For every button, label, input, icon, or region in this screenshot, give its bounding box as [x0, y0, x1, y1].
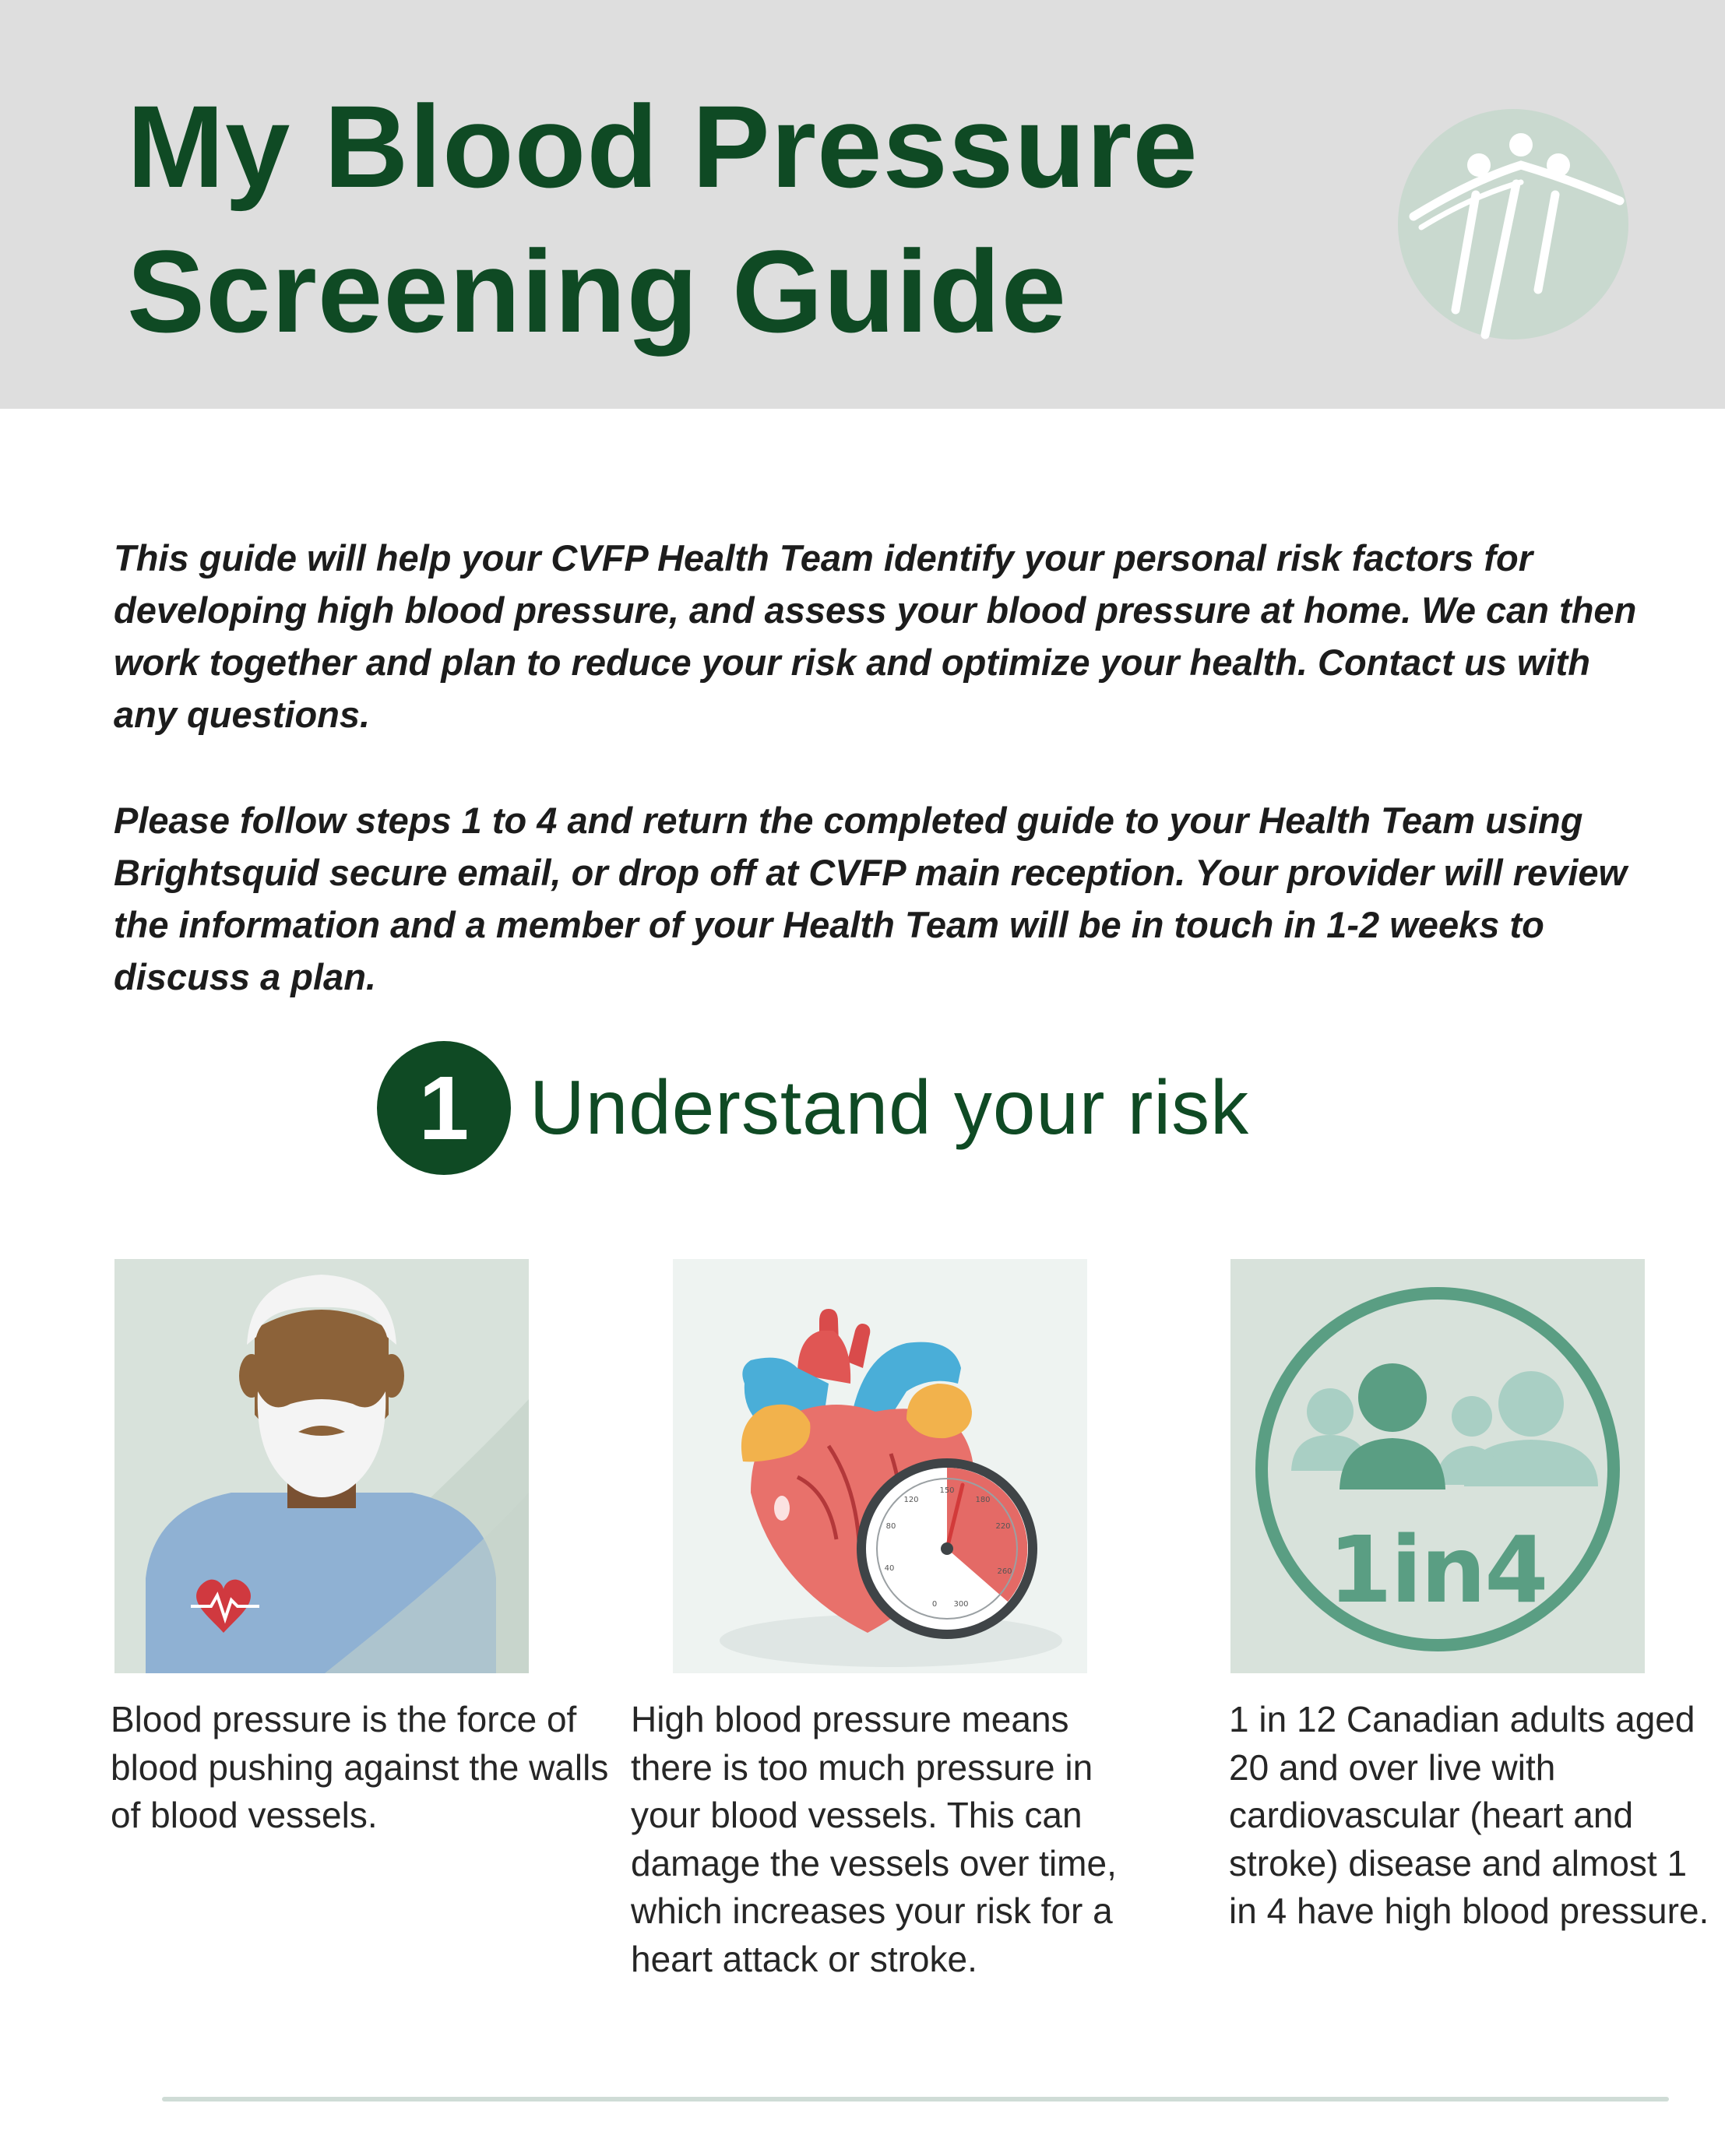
- one-in-four-badge: 1in4: [1328, 1516, 1547, 1623]
- gauge-label-260: 260: [997, 1567, 1012, 1576]
- gauge-label-150: 150: [939, 1486, 955, 1495]
- title-line-1: My Blood Pressure: [127, 81, 1199, 212]
- page-title: [127, 74, 1199, 364]
- section-divider: [162, 2097, 1669, 2101]
- people-group-icon: [1230, 1259, 1645, 1673]
- gauge-label-80: 80: [885, 1522, 896, 1531]
- man-with-heart-icon: [114, 1259, 529, 1673]
- title-line-2: Screening Guide: [127, 226, 1067, 357]
- card-1-text: Blood pressure is the force of blood pushing against the walls of blood vessels.: [111, 1699, 609, 1835]
- step-title: Understand your risk: [530, 1064, 1250, 1150]
- step-1-heading: [377, 1039, 1249, 1176]
- gauge-label-180: 180: [975, 1496, 991, 1504]
- gauge-label-120: 120: [903, 1496, 919, 1504]
- heart-and-gauge-icon: [673, 1259, 1087, 1673]
- gauge-label-220: 220: [995, 1522, 1011, 1531]
- intro-paragraph-1: This guide will help your CVFP Health Team identify your personal risk factors for developing high blood pressure, and assess your blood pressure at home. We can then work together and plan to reduce your risk and optimize your health. Contact us with any questions.: [114, 537, 1637, 735]
- step-number-badge: 1: [377, 1041, 511, 1175]
- gauge-label-300: 300: [953, 1600, 969, 1609]
- gauge-label-40: 40: [884, 1564, 895, 1573]
- card-3-text: 1 in 12 Canadian adults aged 20 and over live with cardiovascular (heart and stroke) disease and almost 1 in 4 have high blood pressure.: [1229, 1699, 1709, 1931]
- people-arch-logo-icon: [1398, 109, 1628, 339]
- card-2-text: High blood pressure means there is too much pressure in your blood vessels. This can damage the vessels over time, which increases your risk for a heart attack or stroke.: [631, 1699, 1117, 1979]
- gauge-label-0: 0: [931, 1600, 938, 1609]
- intro-paragraph-2: Please follow steps 1 to 4 and return the completed guide to your Health Team using Brightsquid secure email, or drop off at CVFP main reception. Your provider will review the information and a member of your Health Team will be in touch in 1-2 weeks to discuss a plan.: [114, 800, 1628, 997]
- header-banner: [0, 0, 1725, 409]
